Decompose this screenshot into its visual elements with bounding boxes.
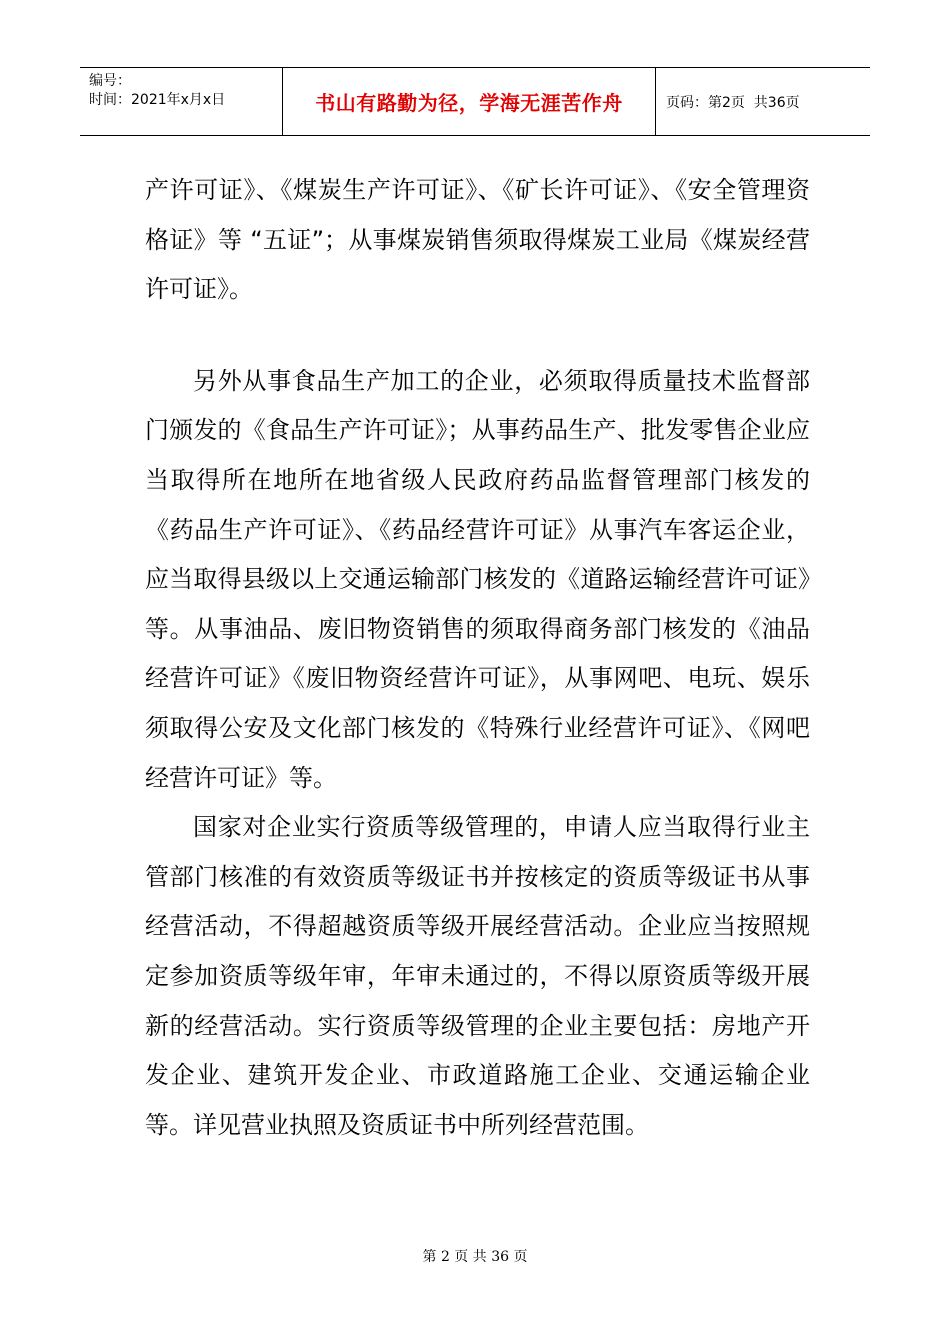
header-meta-cell	[80, 68, 283, 135]
paragraph-1: 产许可证》、《煤炭生产许可证》、《矿长许可证》、《安全管理资格证》等 “五证”；从事煤炭销售须取得煤炭工业局《煤炭经营许可证》。	[145, 176, 810, 304]
time-label: 时间：2021年x月x日	[89, 92, 226, 108]
doc-number-label: 编号：	[89, 73, 131, 89]
paragraph-2: 另外从事食品生产加工的企业，必须取得质量技术监督部门颁发的《食品生产许可证》；从事药品生产、批发零售企业应当取得所在地所在地省级人民政府药品监督管理部门核发的《药品生产许可证》、《药品经营许可证》从事汽车客运企业，应当取得县级以上交通运输部门核发的《道路运输经营许可证》等。从事油品、废旧物资销售的须取得商务部门核发的《油品经营许可证》《废旧物资经营许可证》，从事网吧、电玩、娱乐须取得公安及文化部门核发的《特殊行业经营许可证》、《网吧经营许可证》等。	[145, 366, 810, 792]
paragraph-3: 国家对企业实行资质等级管理的，申请人应当取得行业主管部门核准的有效资质等级证书并按核定的资质等级证书从事经营活动，不得超越资质等级开展经营活动。企业应当按照规定参加资质等级年审，年审未通过的，不得以原资质等级开展新的经营活动。实行资质等级管理的企业主要包括：房地产开发企业、建筑开发企业、市政道路施工企业、交通运输企业等。详见营业执照及资质证书中所列经营范围。	[145, 813, 810, 1139]
header-motto: 书山有路勤为径，学海无涯苦作舟	[315, 91, 623, 115]
header-page-info: 页码：第2页 共36页	[666, 94, 800, 111]
header-page-cell	[656, 68, 870, 135]
page-header	[80, 67, 870, 136]
page-footer	[0, 1246, 950, 1266]
header-motto-cell	[283, 68, 656, 135]
footer-page-number: 第 2 页 共 36 页	[422, 1249, 528, 1265]
document-body	[145, 166, 810, 1150]
